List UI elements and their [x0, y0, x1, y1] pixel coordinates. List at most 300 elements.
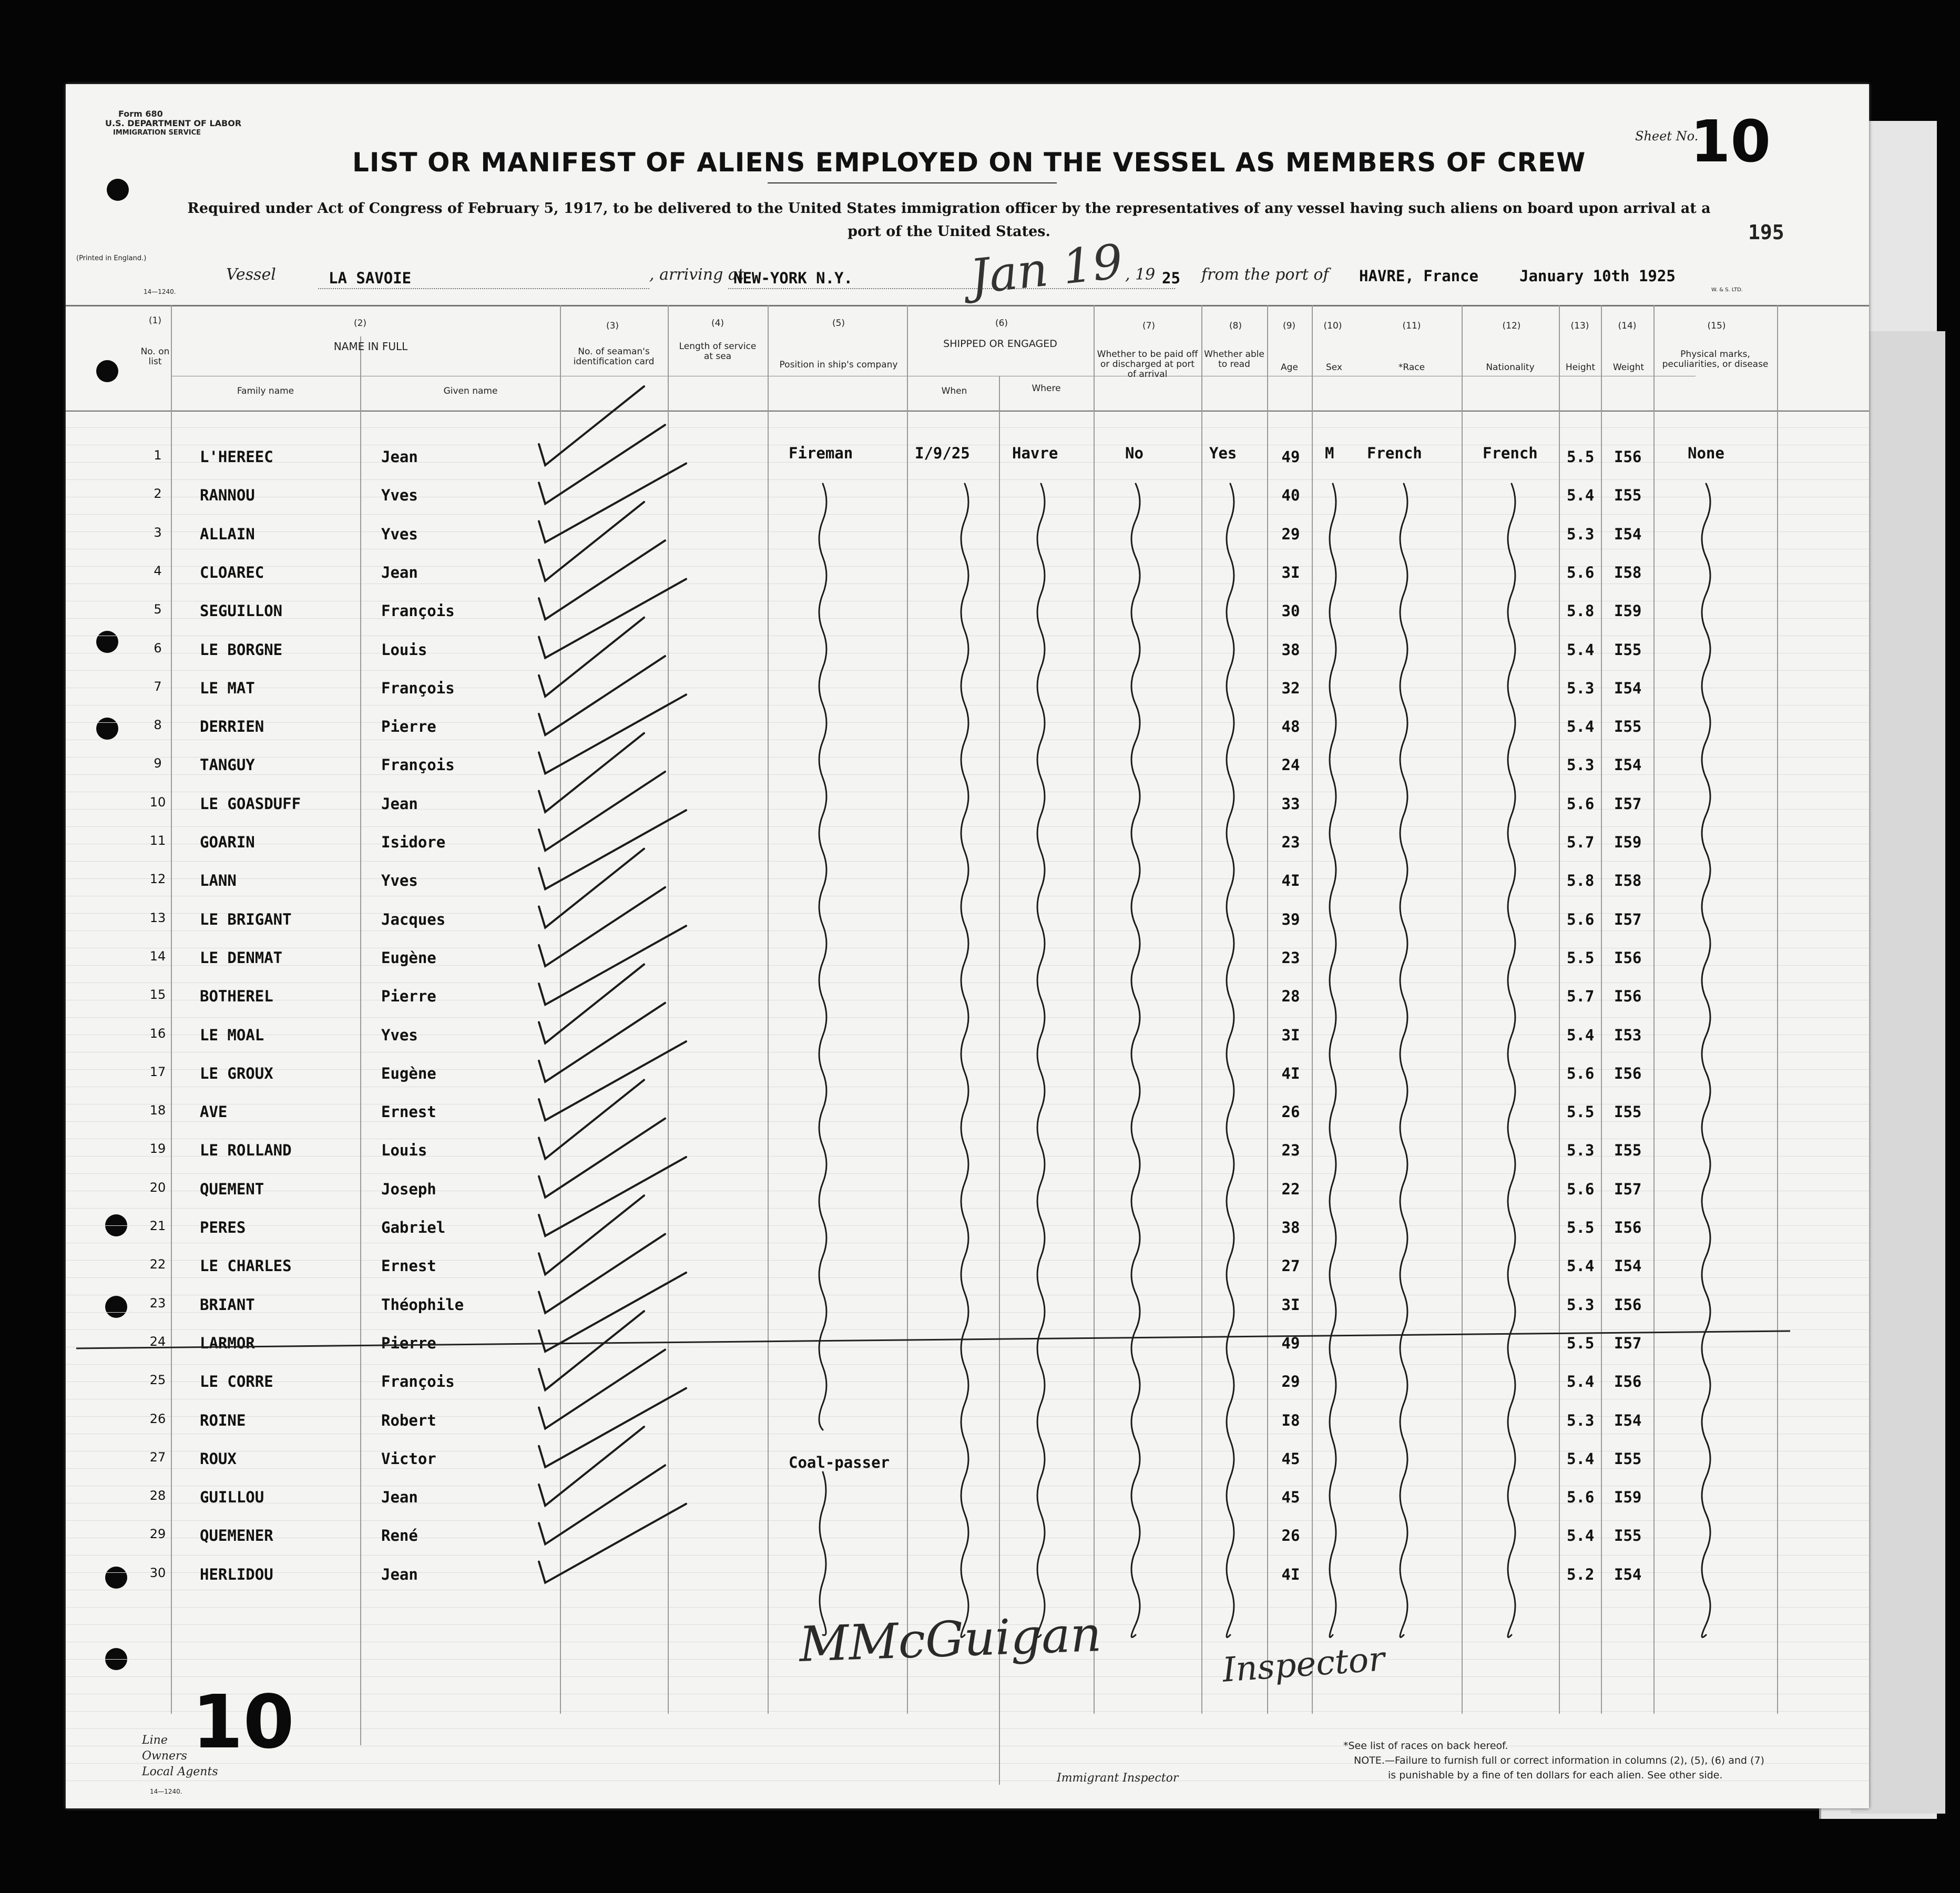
handwritten-marks [66, 84, 1869, 1808]
row-23-age: 3I [1281, 1296, 1300, 1314]
col-8-number: (8) [1229, 321, 1242, 331]
col-2-header: NAME IN FULL [333, 340, 408, 353]
agents-label: Local Agents [142, 1765, 218, 1778]
row-28-age: 45 [1281, 1488, 1300, 1506]
sheet-number: 10 [1690, 108, 1771, 175]
line-label: Line [142, 1734, 168, 1747]
row-4-height: 5.6 [1567, 564, 1595, 581]
row-12-no: 12 [149, 872, 166, 886]
row-8-age: 48 [1281, 718, 1300, 735]
row-20-given: Joseph [381, 1180, 436, 1198]
row-11-given: Isidore [381, 833, 446, 851]
col-7-number: (7) [1142, 321, 1156, 331]
row-8-height: 5.4 [1567, 718, 1595, 735]
row-28-no: 28 [149, 1488, 166, 1503]
inspector-signature: MMcGuigan [798, 1605, 1102, 1673]
row-13-age: 39 [1281, 910, 1300, 928]
col-6a-header: When [941, 386, 967, 396]
row-8-no: 8 [154, 718, 162, 732]
row-13-height: 5.6 [1567, 910, 1595, 928]
row-9-no: 9 [154, 756, 162, 771]
races-note: *See list of races on back hereof. [1343, 1740, 1508, 1752]
fine-note-1: NOTE.—Failure to furnish full or correct information in columns (2), (5), (6) and (7) [1354, 1755, 1764, 1766]
row-15-weight: I56 [1614, 987, 1642, 1005]
col-5-header: Position in ship's company [779, 360, 898, 370]
row-26-no: 26 [149, 1411, 166, 1426]
row-4-given: Jean [381, 564, 418, 581]
row-23-height: 5.3 [1567, 1296, 1595, 1314]
row-14-no: 14 [149, 949, 166, 964]
row-1-where: Havre [1012, 444, 1058, 462]
row-19-family: LE ROLLAND [200, 1141, 292, 1159]
row-20-no: 20 [149, 1180, 166, 1195]
row-22-given: Ernest [381, 1257, 436, 1275]
row-18-family: AVE [200, 1103, 228, 1121]
col-14-header: Weight [1612, 362, 1645, 373]
row-2-family: RANNOU [200, 486, 255, 504]
row-6-family: LE BORGNE [200, 641, 283, 659]
row-27-height: 5.4 [1567, 1450, 1595, 1468]
col-2b-header: Given name [443, 386, 498, 396]
row-24-given: Pierre [381, 1334, 436, 1352]
ditto-read [1227, 484, 1234, 1638]
row-9-given: François [381, 756, 455, 774]
row-12-height: 5.8 [1567, 872, 1595, 889]
row-19-given: Louis [381, 1141, 427, 1159]
checkmark [539, 694, 686, 773]
ditto-race [1400, 484, 1407, 1638]
row-1-position: Fireman [789, 444, 853, 462]
row-3-height: 5.3 [1567, 525, 1595, 543]
row-4-family: CLOAREC [200, 564, 264, 581]
inspector-signature-title: Inspector [1221, 1640, 1386, 1690]
arriving-label: , arriving at [649, 265, 744, 284]
row-24-family: LARMOR [200, 1334, 255, 1352]
checkmark [539, 1311, 644, 1390]
row-17-family: LE GROUX [200, 1065, 273, 1082]
row-20-age: 22 [1281, 1180, 1300, 1198]
row-26-family: ROINE [200, 1411, 246, 1429]
row-18-given: Ernest [381, 1103, 436, 1121]
row-2-age: 40 [1281, 486, 1300, 504]
row-17-no: 17 [149, 1065, 166, 1079]
row-4-weight: I58 [1614, 564, 1642, 581]
col-13-number: (13) [1570, 321, 1589, 331]
col-13-header: Height [1565, 362, 1596, 373]
row-26-given: Robert [381, 1411, 436, 1429]
row-16-age: 3I [1281, 1026, 1300, 1044]
checkmark [539, 1465, 665, 1544]
row-12-weight: I58 [1614, 872, 1642, 889]
col-11-header: *Race [1398, 362, 1425, 373]
col-9-header: Age [1281, 362, 1298, 373]
row-10-weight: I57 [1614, 795, 1642, 813]
checkmark [539, 772, 665, 851]
row-5-height: 5.8 [1567, 602, 1595, 620]
row-13-given: Jacques [381, 910, 446, 928]
year-prefix: , 19 [1125, 265, 1156, 284]
row-21-height: 5.5 [1567, 1219, 1595, 1236]
checkmark [539, 1119, 665, 1198]
row-21-age: 38 [1281, 1219, 1300, 1236]
checkmark [539, 810, 686, 889]
row-9-height: 5.3 [1567, 756, 1595, 774]
row-22-height: 5.4 [1567, 1257, 1595, 1275]
service: IMMIGRATION SERVICE [113, 129, 201, 137]
col-9-number: (9) [1282, 321, 1296, 331]
row-2-no: 2 [154, 486, 162, 501]
row-1-marks: None [1688, 444, 1724, 462]
col-10-number: (10) [1323, 321, 1342, 331]
row-23-no: 23 [149, 1296, 166, 1311]
row-5-age: 30 [1281, 602, 1300, 620]
row-29-weight: I55 [1614, 1527, 1642, 1544]
row-1-nationality: French [1483, 444, 1538, 462]
row-16-family: LE MOAL [200, 1026, 264, 1044]
row-3-no: 3 [154, 525, 162, 540]
row-19-height: 5.3 [1567, 1141, 1595, 1159]
row-14-height: 5.5 [1567, 949, 1595, 967]
checkmark [539, 887, 665, 966]
checkmark [539, 1388, 686, 1467]
vessel-name: LA SAVOIE [329, 269, 412, 287]
row-30-height: 5.2 [1567, 1565, 1595, 1583]
col-4-number: (4) [711, 318, 724, 329]
row-29-height: 5.4 [1567, 1527, 1595, 1544]
row-17-given: Eugène [381, 1065, 436, 1082]
ditto-position [819, 484, 826, 1430]
row-10-given: Jean [381, 795, 418, 813]
row-1-race: French [1367, 444, 1422, 462]
footer-code: 14—1240. [150, 1788, 182, 1795]
checkmark [539, 1504, 686, 1583]
checkmark [539, 1350, 665, 1429]
checkmark [539, 464, 686, 543]
row-1-weight: I56 [1614, 448, 1642, 466]
col-6-header: SHIPPED OR ENGAGED [943, 338, 1057, 350]
row-10-age: 33 [1281, 795, 1300, 813]
arriving-port: NEW-YORK N.Y. [733, 269, 853, 287]
row-25-given: François [381, 1373, 455, 1390]
checkmark [539, 1195, 644, 1274]
row-30-age: 4I [1281, 1565, 1300, 1583]
row-27-given: Victor [381, 1450, 436, 1468]
row-30-weight: I54 [1614, 1565, 1642, 1583]
row-15-age: 28 [1281, 987, 1300, 1005]
row-21-family: PERES [200, 1219, 246, 1236]
footer-big-number: 10 [192, 1680, 294, 1765]
row-7-no: 7 [154, 679, 162, 694]
checkmark [539, 656, 665, 735]
row-9-age: 24 [1281, 756, 1300, 774]
row-5-family: SEGUILLON [200, 602, 283, 620]
row-24-age: 49 [1281, 1334, 1300, 1352]
row-27-weight: I55 [1614, 1450, 1642, 1468]
row-29-no: 29 [149, 1527, 166, 1541]
checkmark [539, 425, 665, 504]
row-10-family: LE GOASDUFF [200, 795, 301, 813]
row-26-height: 5.3 [1567, 1411, 1595, 1429]
from-label: from the port of [1201, 265, 1329, 284]
row-14-family: LE DENMAT [200, 949, 283, 967]
row-15-height: 5.7 [1567, 987, 1595, 1005]
row-6-no: 6 [154, 641, 162, 656]
checkmark [539, 618, 644, 697]
checkmark [539, 540, 665, 619]
row-26-position: Coal-passer [789, 1454, 890, 1471]
row-19-age: 23 [1281, 1141, 1300, 1159]
row-1-when: I/9/25 [915, 444, 970, 462]
checkmark [539, 502, 644, 581]
subtitle-line-1: Required under Act of Congress of February 5, 1917, to be delivered to the United States immigration officer by the representatives of any vessel having such aliens on board upon arrival at a [187, 200, 1711, 217]
row-25-height: 5.4 [1567, 1373, 1595, 1390]
vessel-label: Vessel [226, 265, 276, 284]
row-11-family: GOARIN [200, 833, 255, 851]
form-code: 14—1240. [144, 288, 176, 295]
row-30-no: 30 [149, 1565, 166, 1580]
printer-mark: W. & S. LTD. [1711, 287, 1743, 293]
row-1-age: 49 [1281, 448, 1300, 466]
department: U.S. DEPARTMENT OF LABOR [105, 118, 242, 128]
sheet-label: Sheet No. [1635, 129, 1699, 144]
row-25-weight: I56 [1614, 1373, 1642, 1390]
row-24-height: 5.5 [1567, 1334, 1595, 1352]
row-9-weight: I54 [1614, 756, 1642, 774]
row-1-read: Yes [1209, 444, 1237, 462]
row-26-weight: I54 [1614, 1411, 1642, 1429]
row-3-given: Yves [381, 525, 418, 543]
col-1-header: No. on list [140, 346, 170, 367]
row-18-height: 5.5 [1567, 1103, 1595, 1121]
row-21-given: Gabriel [381, 1219, 446, 1236]
owners-label: Owners [142, 1749, 187, 1763]
checkmark [539, 1041, 686, 1120]
row-7-weight: I54 [1614, 679, 1642, 697]
row-4-age: 3I [1281, 564, 1300, 581]
row-22-weight: I54 [1614, 1257, 1642, 1275]
row-27-age: 45 [1281, 1450, 1300, 1468]
ditto-paid-off [1131, 484, 1140, 1638]
row-20-family: QUEMENT [200, 1180, 264, 1198]
stamp-number: 195 [1748, 221, 1784, 244]
form-number: Form 680 [118, 109, 163, 119]
row-24-no: 24 [149, 1334, 166, 1349]
row-3-age: 29 [1281, 525, 1300, 543]
row-5-given: François [381, 602, 455, 620]
col-7-header: Whether to be paid off or discharged at port of arrival [1097, 349, 1198, 380]
row-13-no: 13 [149, 910, 166, 925]
row-9-family: TANGUY [200, 756, 255, 774]
checkmark [539, 1273, 686, 1352]
col-2-number: (2) [353, 318, 367, 329]
row-6-weight: I55 [1614, 641, 1642, 659]
col-1-number: (1) [148, 315, 162, 326]
inspector-label: Immigrant Inspector [1057, 1772, 1179, 1785]
row-11-no: 11 [149, 833, 166, 848]
row-28-family: GUILLOU [200, 1488, 264, 1506]
row-30-family: HERLIDOU [200, 1565, 273, 1583]
row-23-family: BRIANT [200, 1296, 255, 1314]
row-7-given: François [381, 679, 455, 697]
ditto-marks [1702, 484, 1710, 1638]
col-2a-header: Family name [237, 386, 294, 396]
departure-date: January 10th 1925 [1519, 267, 1676, 285]
fine-note-2: is punishable by a fine of ten dollars for each alien. See other side. [1388, 1769, 1723, 1781]
checkmark [539, 965, 644, 1043]
row-18-age: 26 [1281, 1103, 1300, 1121]
col-11-number: (11) [1402, 321, 1421, 331]
row-1-paid-off: No [1125, 444, 1144, 462]
row-5-weight: I59 [1614, 602, 1642, 620]
row-6-age: 38 [1281, 641, 1300, 659]
row-21-no: 21 [149, 1219, 166, 1233]
row-1-no: 1 [154, 448, 162, 463]
row-20-height: 5.6 [1567, 1180, 1595, 1198]
row-8-family: DERRIEN [200, 718, 264, 735]
col-12-header: Nationality [1486, 362, 1535, 373]
col-4-header: Length of service at sea [679, 341, 757, 362]
row-25-family: LE CORRE [200, 1373, 273, 1390]
row-1-sex: M [1325, 444, 1334, 462]
checkmark [539, 733, 644, 812]
row-15-family: BOTHEREL [200, 987, 273, 1005]
row-2-given: Yves [381, 486, 418, 504]
row-11-weight: I59 [1614, 833, 1642, 851]
row-26-age: I8 [1281, 1411, 1300, 1429]
checkmark [539, 1427, 644, 1506]
checkmark [539, 579, 686, 658]
ditto-when [961, 484, 968, 1638]
row-15-no: 15 [149, 987, 166, 1002]
row-1-given: Jean [381, 448, 418, 466]
col-3-number: (3) [606, 321, 619, 331]
row-13-weight: I57 [1614, 910, 1642, 928]
row-3-weight: I54 [1614, 525, 1642, 543]
row-2-height: 5.4 [1567, 486, 1595, 504]
row-16-no: 16 [149, 1026, 166, 1041]
row-28-given: Jean [381, 1488, 418, 1506]
manifest-page [66, 84, 1869, 1808]
row-21-weight: I56 [1614, 1219, 1642, 1236]
ditto-where [1037, 484, 1045, 1638]
checkmark [539, 1080, 644, 1159]
row-16-height: 5.4 [1567, 1026, 1595, 1044]
ditto-position-2 [820, 1472, 826, 1635]
row-7-height: 5.3 [1567, 679, 1595, 697]
row-10-no: 10 [149, 795, 166, 810]
row-8-given: Pierre [381, 718, 436, 735]
row-7-age: 32 [1281, 679, 1300, 697]
row-19-no: 19 [149, 1141, 166, 1156]
page-title: LIST OR MANIFEST OF ALIENS EMPLOYED ON THE VESSEL AS MEMBERS OF CREW [352, 147, 1586, 178]
row-1-height: 5.5 [1567, 448, 1595, 466]
row-16-weight: I53 [1614, 1026, 1642, 1044]
row-12-given: Yves [381, 872, 418, 889]
row-14-given: Eugène [381, 949, 436, 967]
row-15-given: Pierre [381, 987, 436, 1005]
checkmark [539, 849, 644, 928]
col-3-header: No. of seaman's identification card [573, 346, 655, 367]
checkmark [539, 386, 644, 465]
col-8-header: Whether able to read [1204, 349, 1264, 370]
ditto-sex [1330, 484, 1336, 1638]
row-18-weight: I55 [1614, 1103, 1642, 1121]
departure-port: HAVRE, France [1359, 267, 1478, 285]
row-10-height: 5.6 [1567, 795, 1595, 813]
subtitle-line-2: port of the United States. [848, 223, 1050, 240]
row-25-no: 25 [149, 1373, 166, 1387]
row-28-weight: I59 [1614, 1488, 1642, 1506]
row-17-height: 5.6 [1567, 1065, 1595, 1082]
row-24-weight: I57 [1614, 1334, 1642, 1352]
row-11-age: 23 [1281, 833, 1300, 851]
row-12-family: LANN [200, 872, 237, 889]
row-29-given: René [381, 1527, 418, 1544]
row-16-given: Yves [381, 1026, 418, 1044]
row-12-age: 4I [1281, 872, 1300, 889]
row-6-given: Louis [381, 641, 427, 659]
row-23-given: Théophile [381, 1296, 464, 1314]
col-6-number: (6) [995, 318, 1008, 329]
col-14-number: (14) [1618, 321, 1637, 331]
col-5-number: (5) [832, 318, 845, 329]
row-14-weight: I56 [1614, 949, 1642, 967]
checkmark [539, 1234, 665, 1313]
col-15-header: Physical marks, peculiarities, or disease [1662, 349, 1769, 370]
row-25-age: 29 [1281, 1373, 1300, 1390]
checkmark [539, 1157, 686, 1236]
row-1-family: L'HEREEC [200, 448, 273, 466]
checkmark [539, 1003, 665, 1082]
row-29-age: 26 [1281, 1527, 1300, 1544]
row-6-height: 5.4 [1567, 641, 1595, 659]
row-22-family: LE CHARLES [200, 1257, 292, 1275]
year-suffix: 25 [1162, 269, 1180, 287]
row-27-no: 27 [149, 1450, 166, 1465]
ditto-nationality [1508, 484, 1515, 1638]
row-30-given: Jean [381, 1565, 418, 1583]
row-29-family: QUEMENER [200, 1527, 273, 1544]
col-15-number: (15) [1707, 321, 1726, 331]
col-12-number: (12) [1502, 321, 1521, 331]
row-3-family: ALLAIN [200, 525, 255, 543]
row-18-no: 18 [149, 1103, 166, 1118]
printed-in: (Printed in England.) [76, 254, 147, 262]
date-handwritten: Jan 19 [967, 234, 1126, 305]
row-17-age: 4I [1281, 1065, 1300, 1082]
row-7-family: LE MAT [200, 679, 255, 697]
col-6b-header: Where [1032, 383, 1061, 394]
row-8-weight: I55 [1614, 718, 1642, 735]
row-5-no: 5 [154, 602, 162, 617]
row-22-age: 27 [1281, 1257, 1300, 1275]
row-13-family: LE BRIGANT [200, 910, 292, 928]
strike-through-line [76, 1331, 1790, 1348]
row-19-weight: I55 [1614, 1141, 1642, 1159]
row-2-weight: I55 [1614, 486, 1642, 504]
row-27-family: ROUX [200, 1450, 237, 1468]
checkmark [539, 926, 686, 1005]
row-17-weight: I56 [1614, 1065, 1642, 1082]
row-22-no: 22 [149, 1257, 166, 1272]
row-14-age: 23 [1281, 949, 1300, 967]
row-23-weight: I56 [1614, 1296, 1642, 1314]
row-20-weight: I57 [1614, 1180, 1642, 1198]
row-28-height: 5.6 [1567, 1488, 1595, 1506]
row-4-no: 4 [154, 564, 162, 578]
col-10-header: Sex [1325, 362, 1342, 373]
row-11-height: 5.7 [1567, 833, 1595, 851]
